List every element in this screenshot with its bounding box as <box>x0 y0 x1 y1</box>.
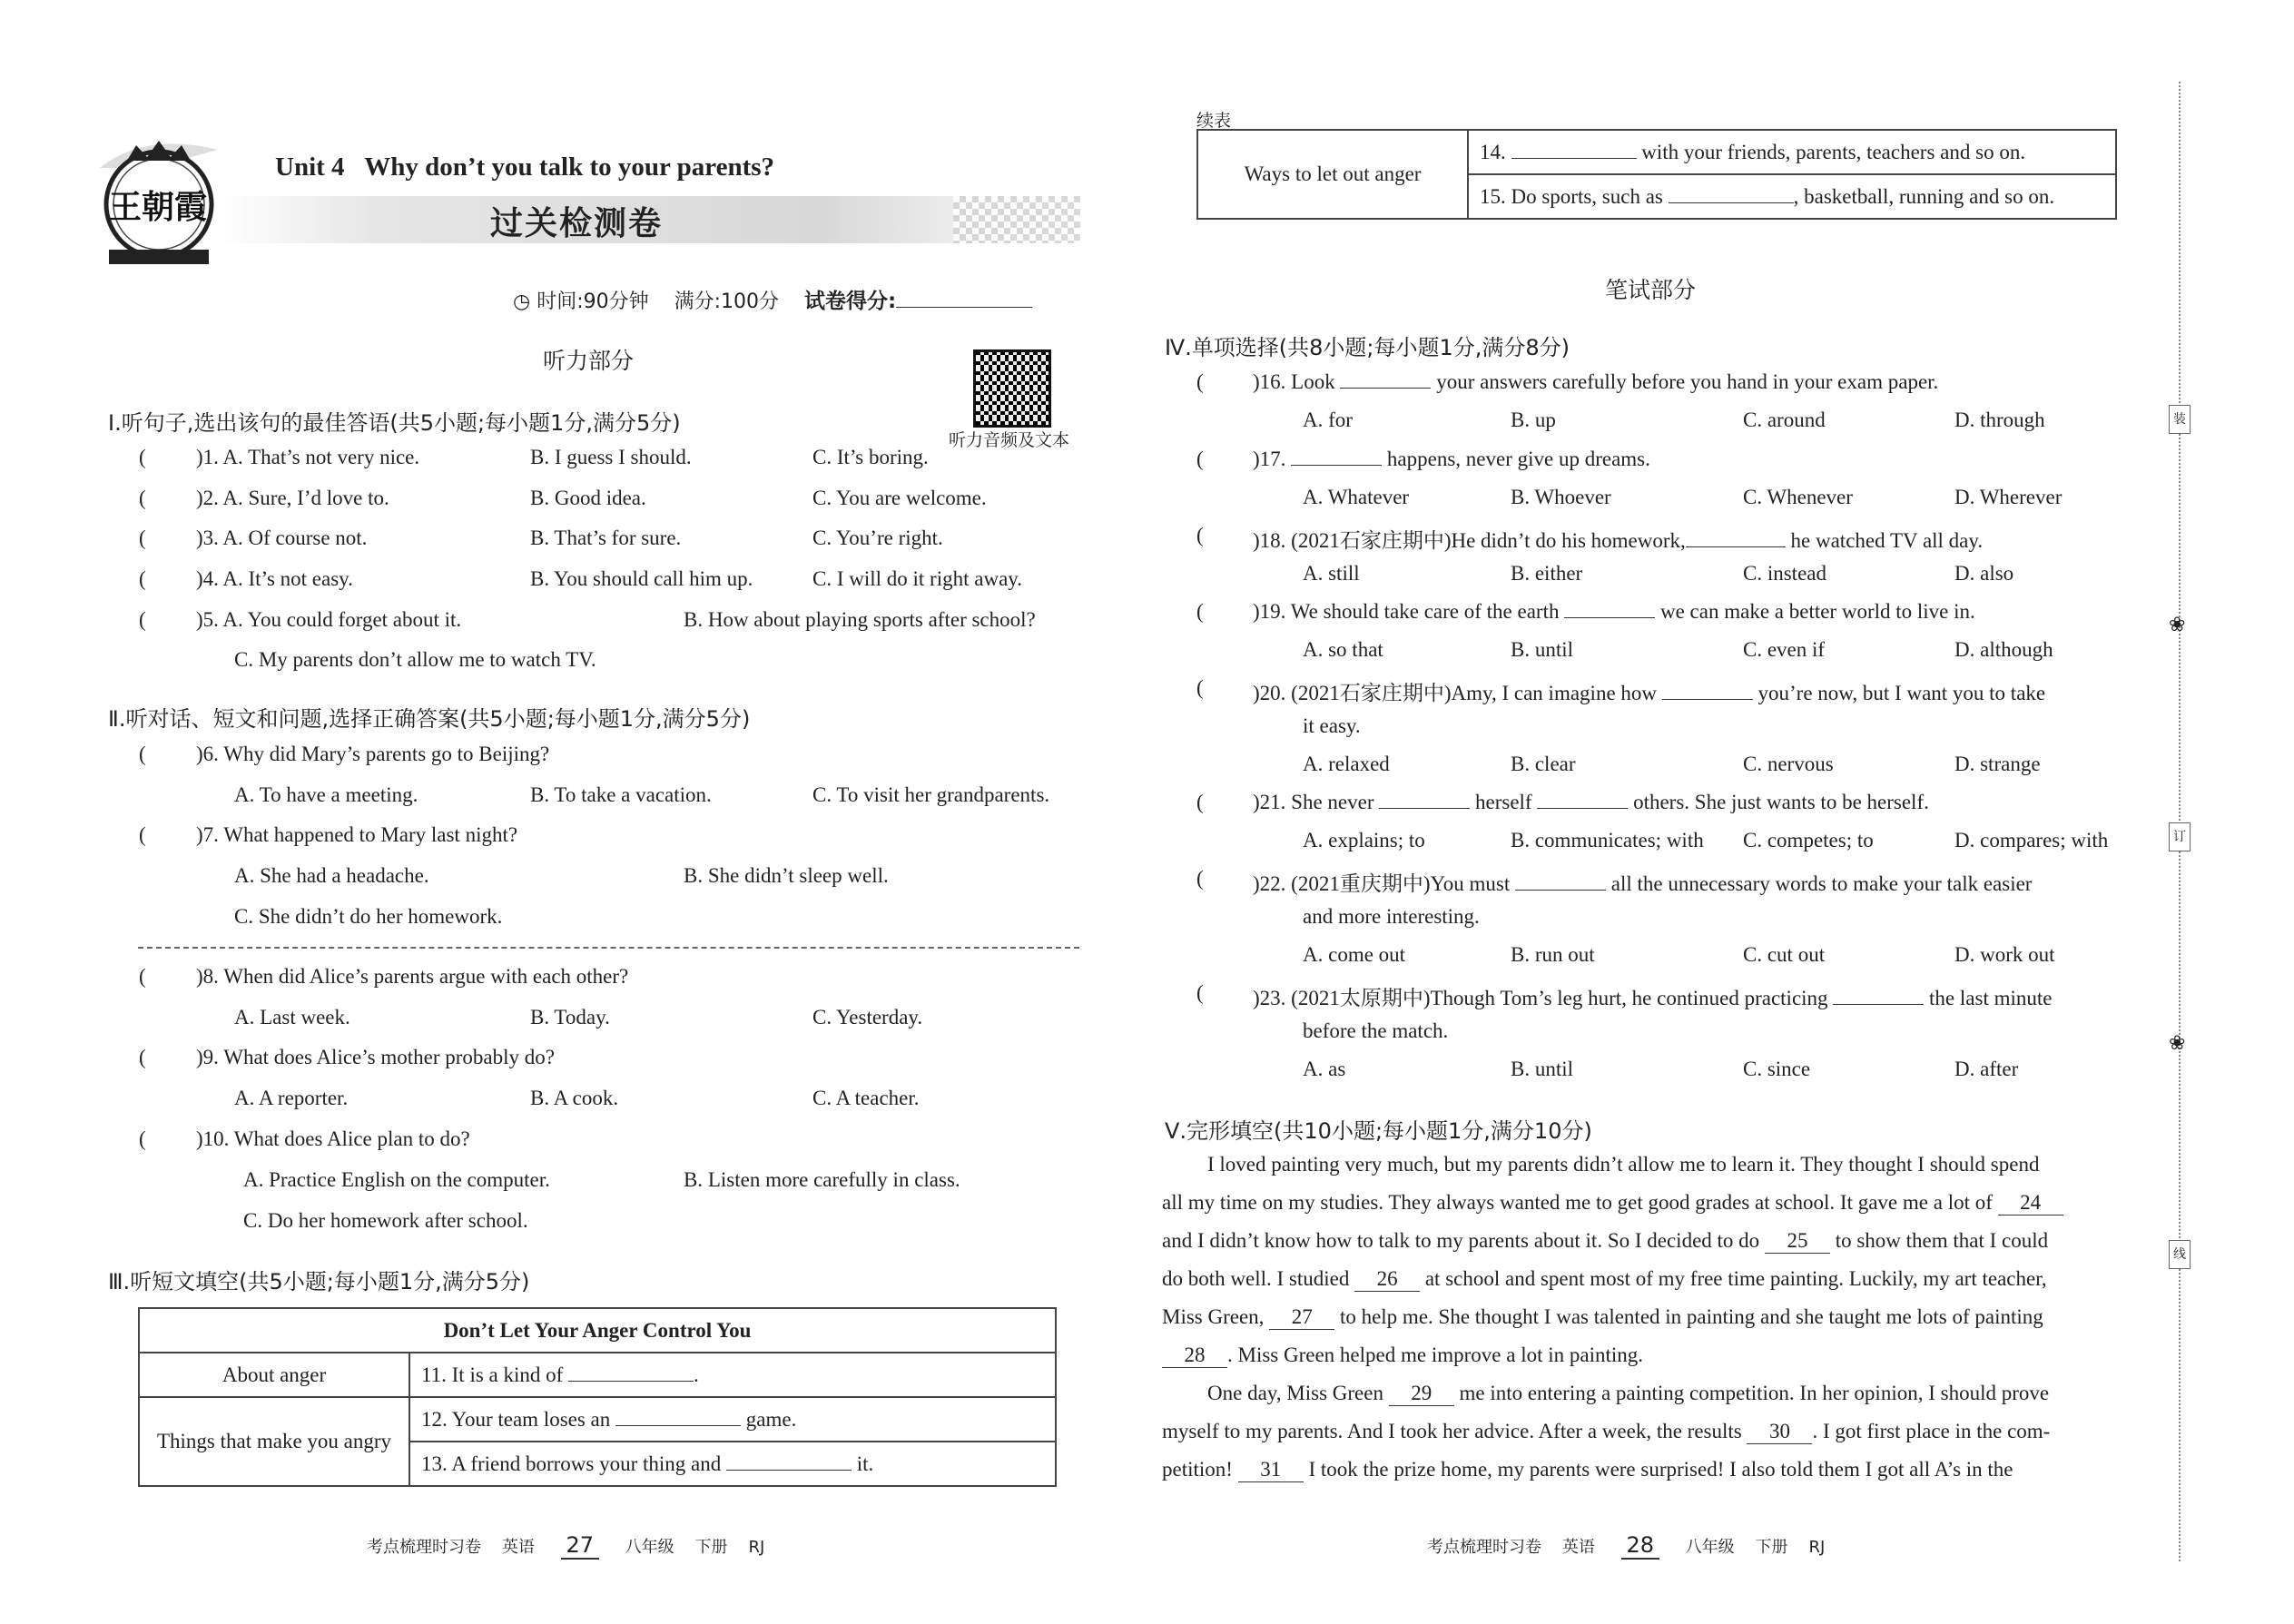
page-number: 27 <box>561 1532 600 1560</box>
binding-ornament-1: ❀ <box>2169 613 2186 635</box>
footer-series: 考点梳理时习卷 <box>1427 1538 1541 1557</box>
q21-option-d: D. compares; with <box>1954 829 2109 851</box>
q5-stem: )5. A. You could forget about it. <box>196 608 462 631</box>
q1-option-b: B. I guess I should. <box>530 446 692 468</box>
answer-paren[interactable]: ( <box>1196 370 1204 393</box>
q5-option-b: B. How about playing sports after school? <box>684 608 1036 631</box>
q14-blank[interactable] <box>1511 142 1637 159</box>
q10-option-c: C. Do her homework after school. <box>243 1209 528 1232</box>
blank-31[interactable]: 31 <box>1238 1458 1304 1482</box>
q16-option-c: C. around <box>1743 408 1826 431</box>
q9-option-a: A. A reporter. <box>234 1087 349 1109</box>
publisher-logo <box>91 132 227 268</box>
q2-option-b: B. Good idea. <box>530 487 646 509</box>
answer-paren[interactable]: ( <box>139 743 146 765</box>
q17-option-d: D. Wherever <box>1954 486 2063 508</box>
q16-stem: )16. Look your answers carefully before you hand in your exam paper. <box>1253 370 1939 393</box>
q6-option-b: B. To take a vacation. <box>530 783 712 806</box>
blank-27[interactable]: 27 <box>1269 1305 1334 1330</box>
q18-option-d: D. also <box>1954 562 2014 585</box>
footer-right <box>1427 1532 1825 1560</box>
cloze-line-6: 28 . Miss Green helped me improve a lot in painting. <box>1162 1343 1643 1368</box>
test-title: 过关检测卷 <box>490 205 664 242</box>
cloze-line-4: do both well. I studied 26 at school and spent most of my free time painting. Luckily, my art teacher, <box>1162 1267 2047 1290</box>
q18-option-c: C. instead <box>1743 562 1826 585</box>
binding-ornament-2: ❀ <box>2169 1031 2186 1054</box>
q11-end: . <box>694 1363 699 1386</box>
q11-text: 11. It is a kind of <box>421 1363 564 1386</box>
q23-option-c: C. since <box>1743 1058 1811 1080</box>
answer-paren[interactable]: ( <box>1196 600 1204 623</box>
answer-paren[interactable]: ( <box>1196 867 1204 890</box>
section-2-title: Ⅱ.听对话、短文和问题,选择正确答案(共5小题;每小题1分,满分5分) <box>108 706 751 732</box>
q13-blank[interactable] <box>726 1453 852 1471</box>
page-number: 28 <box>1621 1532 1660 1560</box>
q23-blank[interactable] <box>1833 988 1924 1005</box>
q17-stem: )17. happens, never give up dreams. <box>1253 448 1650 470</box>
q19-option-d: D. although <box>1954 638 2053 661</box>
q16-option-d: D. through <box>1954 408 2045 431</box>
footer-grade: 八年级 <box>625 1538 674 1557</box>
answer-paren[interactable]: ( <box>139 1127 146 1150</box>
q11-cell <box>409 1353 1056 1397</box>
q19-option-b: B. until <box>1511 638 1574 661</box>
q4-stem: )4. A. It’s not easy. <box>196 567 353 590</box>
q20-blank[interactable] <box>1662 683 1753 700</box>
blank-25[interactable]: 25 <box>1765 1229 1830 1254</box>
q23-option-b: B. until <box>1511 1058 1574 1080</box>
qr-code[interactable] <box>973 349 1051 428</box>
q4-option-c: C. I will do it right away. <box>812 567 1023 590</box>
q12-text: 12. Your team loses an <box>421 1407 611 1431</box>
q21-option-b: B. communicates; with <box>1511 829 1704 851</box>
q14-text: 14. <box>1480 140 1506 163</box>
q19-blank[interactable] <box>1564 601 1655 618</box>
q19-option-a: A. so that <box>1303 638 1383 661</box>
footer-grade: 八年级 <box>1685 1538 1735 1557</box>
clock-icon: ◷ <box>513 290 531 313</box>
q10-option-b: B. Listen more carefully in class. <box>684 1168 960 1191</box>
q20-option-c: C. nervous <box>1743 753 1834 775</box>
q11-blank[interactable] <box>568 1364 694 1382</box>
q7-option-b: B. She didn’t sleep well. <box>684 864 889 887</box>
q2-stem: )2. A. Sure, I’d love to. <box>196 487 389 509</box>
q20-stem: )20. (2021石家庄期中)Amy, I can imagine how you’re now, but I want you to take <box>1253 682 2046 704</box>
q20-option-d: D. strange <box>1954 753 2041 775</box>
continued-table <box>1196 129 2117 220</box>
q15-cell <box>1468 174 2116 219</box>
q22-option-d: D. work out <box>1954 943 2055 966</box>
q21-option-a: A. explains; to <box>1303 829 1425 851</box>
continued-label: 续表 <box>1196 111 1232 131</box>
q21-blank-1[interactable] <box>1379 792 1470 809</box>
footer-series: 考点梳理时习卷 <box>367 1538 481 1557</box>
q22-stem: )22. (2021重庆期中)You must all the unnecessary words to make your talk easier <box>1253 872 2033 895</box>
listening-fill-table <box>138 1307 1057 1487</box>
blank-30[interactable]: 30 <box>1747 1420 1812 1444</box>
q8-stem: )8. When did Alice’s parents argue with each other? <box>196 965 629 988</box>
section-4-title: Ⅳ.单项选择(共8小题;每小题1分,满分8分) <box>1165 335 1570 360</box>
q3-option-b: B. That’s for sure. <box>530 527 682 549</box>
answer-paren[interactable]: ( <box>139 487 146 509</box>
binding-line <box>2179 82 2181 1561</box>
blank-26[interactable]: 26 <box>1354 1267 1420 1292</box>
answer-paren[interactable]: ( <box>139 965 146 988</box>
footer-edition: RJ <box>1808 1538 1826 1557</box>
q14-end: with your friends, parents, teachers and so on. <box>1641 140 2026 163</box>
q3-stem: )3. A. Of course not. <box>196 527 368 549</box>
checker-pattern <box>953 196 1080 243</box>
q16-option-a: A. for <box>1303 408 1353 431</box>
written-title: 笔试部分 <box>1605 277 1697 303</box>
q16-blank[interactable] <box>1340 371 1431 389</box>
answer-paren[interactable]: ( <box>1196 448 1204 470</box>
q20-option-a: A. relaxed <box>1303 753 1390 775</box>
q12-cell <box>409 1397 1056 1442</box>
q8-option-c: C. Yesterday. <box>812 1006 923 1029</box>
section-5-title: Ⅴ.完形填空(共10小题;每小题1分,满分10分) <box>1165 1118 1592 1144</box>
q17-option-c: C. Whenever <box>1743 486 1853 508</box>
blank-29[interactable]: 29 <box>1389 1382 1454 1406</box>
section-1-title: Ⅰ.听句子,选出该句的最佳答语(共5小题;每小题1分,满分5分) <box>108 410 681 436</box>
q12-end: game. <box>745 1407 797 1431</box>
footer-volume: 下册 <box>694 1538 728 1557</box>
q6-stem: )6. Why did Mary’s parents go to Beijing? <box>196 743 550 765</box>
q22-option-b: B. run out <box>1511 943 1595 966</box>
q23-stem: )23. (2021太原期中)Though Tom’s leg hurt, he continued practicing the last minute <box>1253 987 2053 1009</box>
cloze-line-5: Miss Green, 27 to help me. She thought I was talented in painting and she taught me lots of painting <box>1162 1305 2043 1328</box>
footer-edition: RJ <box>748 1538 765 1557</box>
section-3-title: Ⅲ.听短文填空(共5小题;每小题1分,满分5分) <box>108 1269 530 1294</box>
answer-paren[interactable]: ( <box>139 823 146 846</box>
row-things-angry: Things that make you angry <box>139 1397 409 1486</box>
q21-stem: )21. She never herself others. She just wants to be herself. <box>1253 791 1929 813</box>
answer-paren[interactable]: ( <box>139 446 146 468</box>
q12-blank[interactable] <box>615 1409 741 1426</box>
q9-option-b: B. A cook. <box>530 1087 619 1109</box>
q23-option-a: A. as <box>1303 1058 1346 1080</box>
binding-tab-3: 线 <box>2169 1240 2191 1269</box>
blank-28[interactable]: 28 <box>1162 1343 1227 1368</box>
q13-cell <box>409 1442 1056 1486</box>
q18-stem: )18. (2021石家庄期中)He didn’t do his homework, he watched TV all day. <box>1253 529 1984 552</box>
section-divider <box>138 947 1079 949</box>
q22-option-c: C. cut out <box>1743 943 1826 966</box>
footer-left <box>367 1532 764 1560</box>
q13-end: it. <box>856 1452 874 1475</box>
q8-option-a: A. Last week. <box>234 1006 350 1029</box>
time-text: 时间:90分钟 <box>537 290 649 313</box>
q19-stem: )19. We should take care of the earth we can make a better world to live in. <box>1253 600 1975 623</box>
footer-subject: 英语 <box>1561 1538 1595 1557</box>
q18-option-b: B. either <box>1511 562 1583 585</box>
q17-blank[interactable] <box>1291 448 1382 466</box>
cloze-line-8: myself to my parents. And I took her advice. After a week, the results 30 . I got first place in the com- <box>1162 1420 2051 1442</box>
q1-stem: )1. A. That’s not very nice. <box>196 446 420 468</box>
binding-tab-2: 订 <box>2169 822 2191 851</box>
q14-cell <box>1468 130 2116 174</box>
q17-option-a: A. Whatever <box>1303 486 1410 508</box>
q15-text: 15. Do sports, such as <box>1480 184 1663 208</box>
listening-title: 听力部分 <box>543 348 635 374</box>
q19-option-c: C. even if <box>1743 638 1826 661</box>
answer-paren[interactable]: ( <box>1196 676 1204 699</box>
table-title: Don’t Let Your Anger Control You <box>139 1308 1056 1353</box>
footer-subject: 英语 <box>501 1538 535 1557</box>
answer-paren[interactable]: ( <box>139 527 146 549</box>
q21-option-c: C. competes; to <box>1743 829 1874 851</box>
q7-option-a: A. She had a headache. <box>234 864 429 887</box>
score-label: 试卷得分: <box>804 290 897 313</box>
cloze-line-3: and I didn’t know how to talk to my parents about it. So I decided to do 25 to show them that I could <box>1162 1229 2049 1252</box>
q1-option-c: C. It’s boring. <box>812 446 929 468</box>
answer-paren[interactable]: ( <box>139 567 146 590</box>
cloze-line-7: One day, Miss Green 29 me into entering a painting competition. In her opinion, I should prove <box>1207 1382 2050 1404</box>
blank-24[interactable]: 24 <box>1998 1191 2063 1216</box>
answer-paren[interactable]: ( <box>139 608 146 631</box>
q18-blank[interactable] <box>1686 530 1786 547</box>
unit-label: Unit 4 <box>275 153 345 182</box>
q6-option-a: A. To have a meeting. <box>234 783 418 806</box>
q13-text: 13. A friend borrows your thing and <box>421 1452 722 1475</box>
q5-option-c: C. My parents don’t allow me to watch TV. <box>234 648 596 671</box>
q3-option-c: C. You’re right. <box>812 527 943 549</box>
row-ways-anger: Ways to let out anger <box>1197 130 1468 219</box>
row-about-anger: About anger <box>139 1353 409 1397</box>
q10-option-a: A. Practice English on the computer. <box>243 1168 550 1191</box>
q15-blank[interactable] <box>1669 186 1794 203</box>
q23-stem-cont: before the match. <box>1303 1019 1449 1042</box>
q22-option-a: A. come out <box>1303 943 1406 966</box>
q16-option-b: B. up <box>1511 408 1556 431</box>
binding-tab-1: 装 <box>2169 405 2191 434</box>
q22-blank[interactable] <box>1515 873 1606 891</box>
q6-option-c: C. To visit her grandparents. <box>812 783 1050 806</box>
q7-option-c: C. She didn’t do her homework. <box>234 905 503 928</box>
q20-stem-cont: it easy. <box>1303 714 1361 737</box>
q8-option-b: B. Today. <box>530 1006 610 1029</box>
q4-option-b: B. You should call him up. <box>530 567 753 590</box>
q17-option-b: B. Whoever <box>1511 486 1611 508</box>
exam-info <box>513 284 1032 314</box>
answer-paren[interactable]: ( <box>1196 791 1204 813</box>
qr-caption: 听力音频及文本 <box>949 430 1070 450</box>
logo-text: 王朝霞 <box>109 188 208 226</box>
answer-paren[interactable]: ( <box>139 1046 146 1068</box>
q9-option-c: C. A teacher. <box>812 1087 920 1109</box>
q2-option-c: C. You are welcome. <box>812 487 987 509</box>
q9-stem: )9. What does Alice’s mother probably do? <box>196 1046 555 1068</box>
cloze-line-9: petition! 31 I took the prize home, my parents were surprised! I also told them I got all A’s in the <box>1162 1458 2013 1481</box>
unit-heading <box>275 153 774 182</box>
q15-end: , basketball, running and so on. <box>1793 184 2055 208</box>
unit-title: Why don’t you talk to your parents? <box>364 153 775 182</box>
score-blank[interactable] <box>896 290 1032 308</box>
q18-option-a: A. still <box>1303 562 1360 585</box>
q10-stem: )10. What does Alice plan to do? <box>196 1127 470 1150</box>
answer-paren[interactable]: ( <box>1196 981 1204 1004</box>
full-score: 满分:100分 <box>674 290 780 313</box>
cloze-line-1: I loved painting very much, but my parents didn’t allow me to learn it. They thought I should spend <box>1207 1153 2040 1176</box>
q21-blank-2[interactable] <box>1537 792 1628 809</box>
q20-option-b: B. clear <box>1511 753 1576 775</box>
answer-paren[interactable]: ( <box>1196 524 1204 546</box>
cloze-line-2: all my time on my studies. They always wanted me to get good grades at school. It gave me a lot of 24 <box>1162 1191 2063 1216</box>
q22-stem-cont: and more interesting. <box>1303 905 1480 928</box>
q23-option-d: D. after <box>1954 1058 2019 1080</box>
footer-volume: 下册 <box>1755 1538 1788 1557</box>
q7-stem: )7. What happened to Mary last night? <box>196 823 518 846</box>
